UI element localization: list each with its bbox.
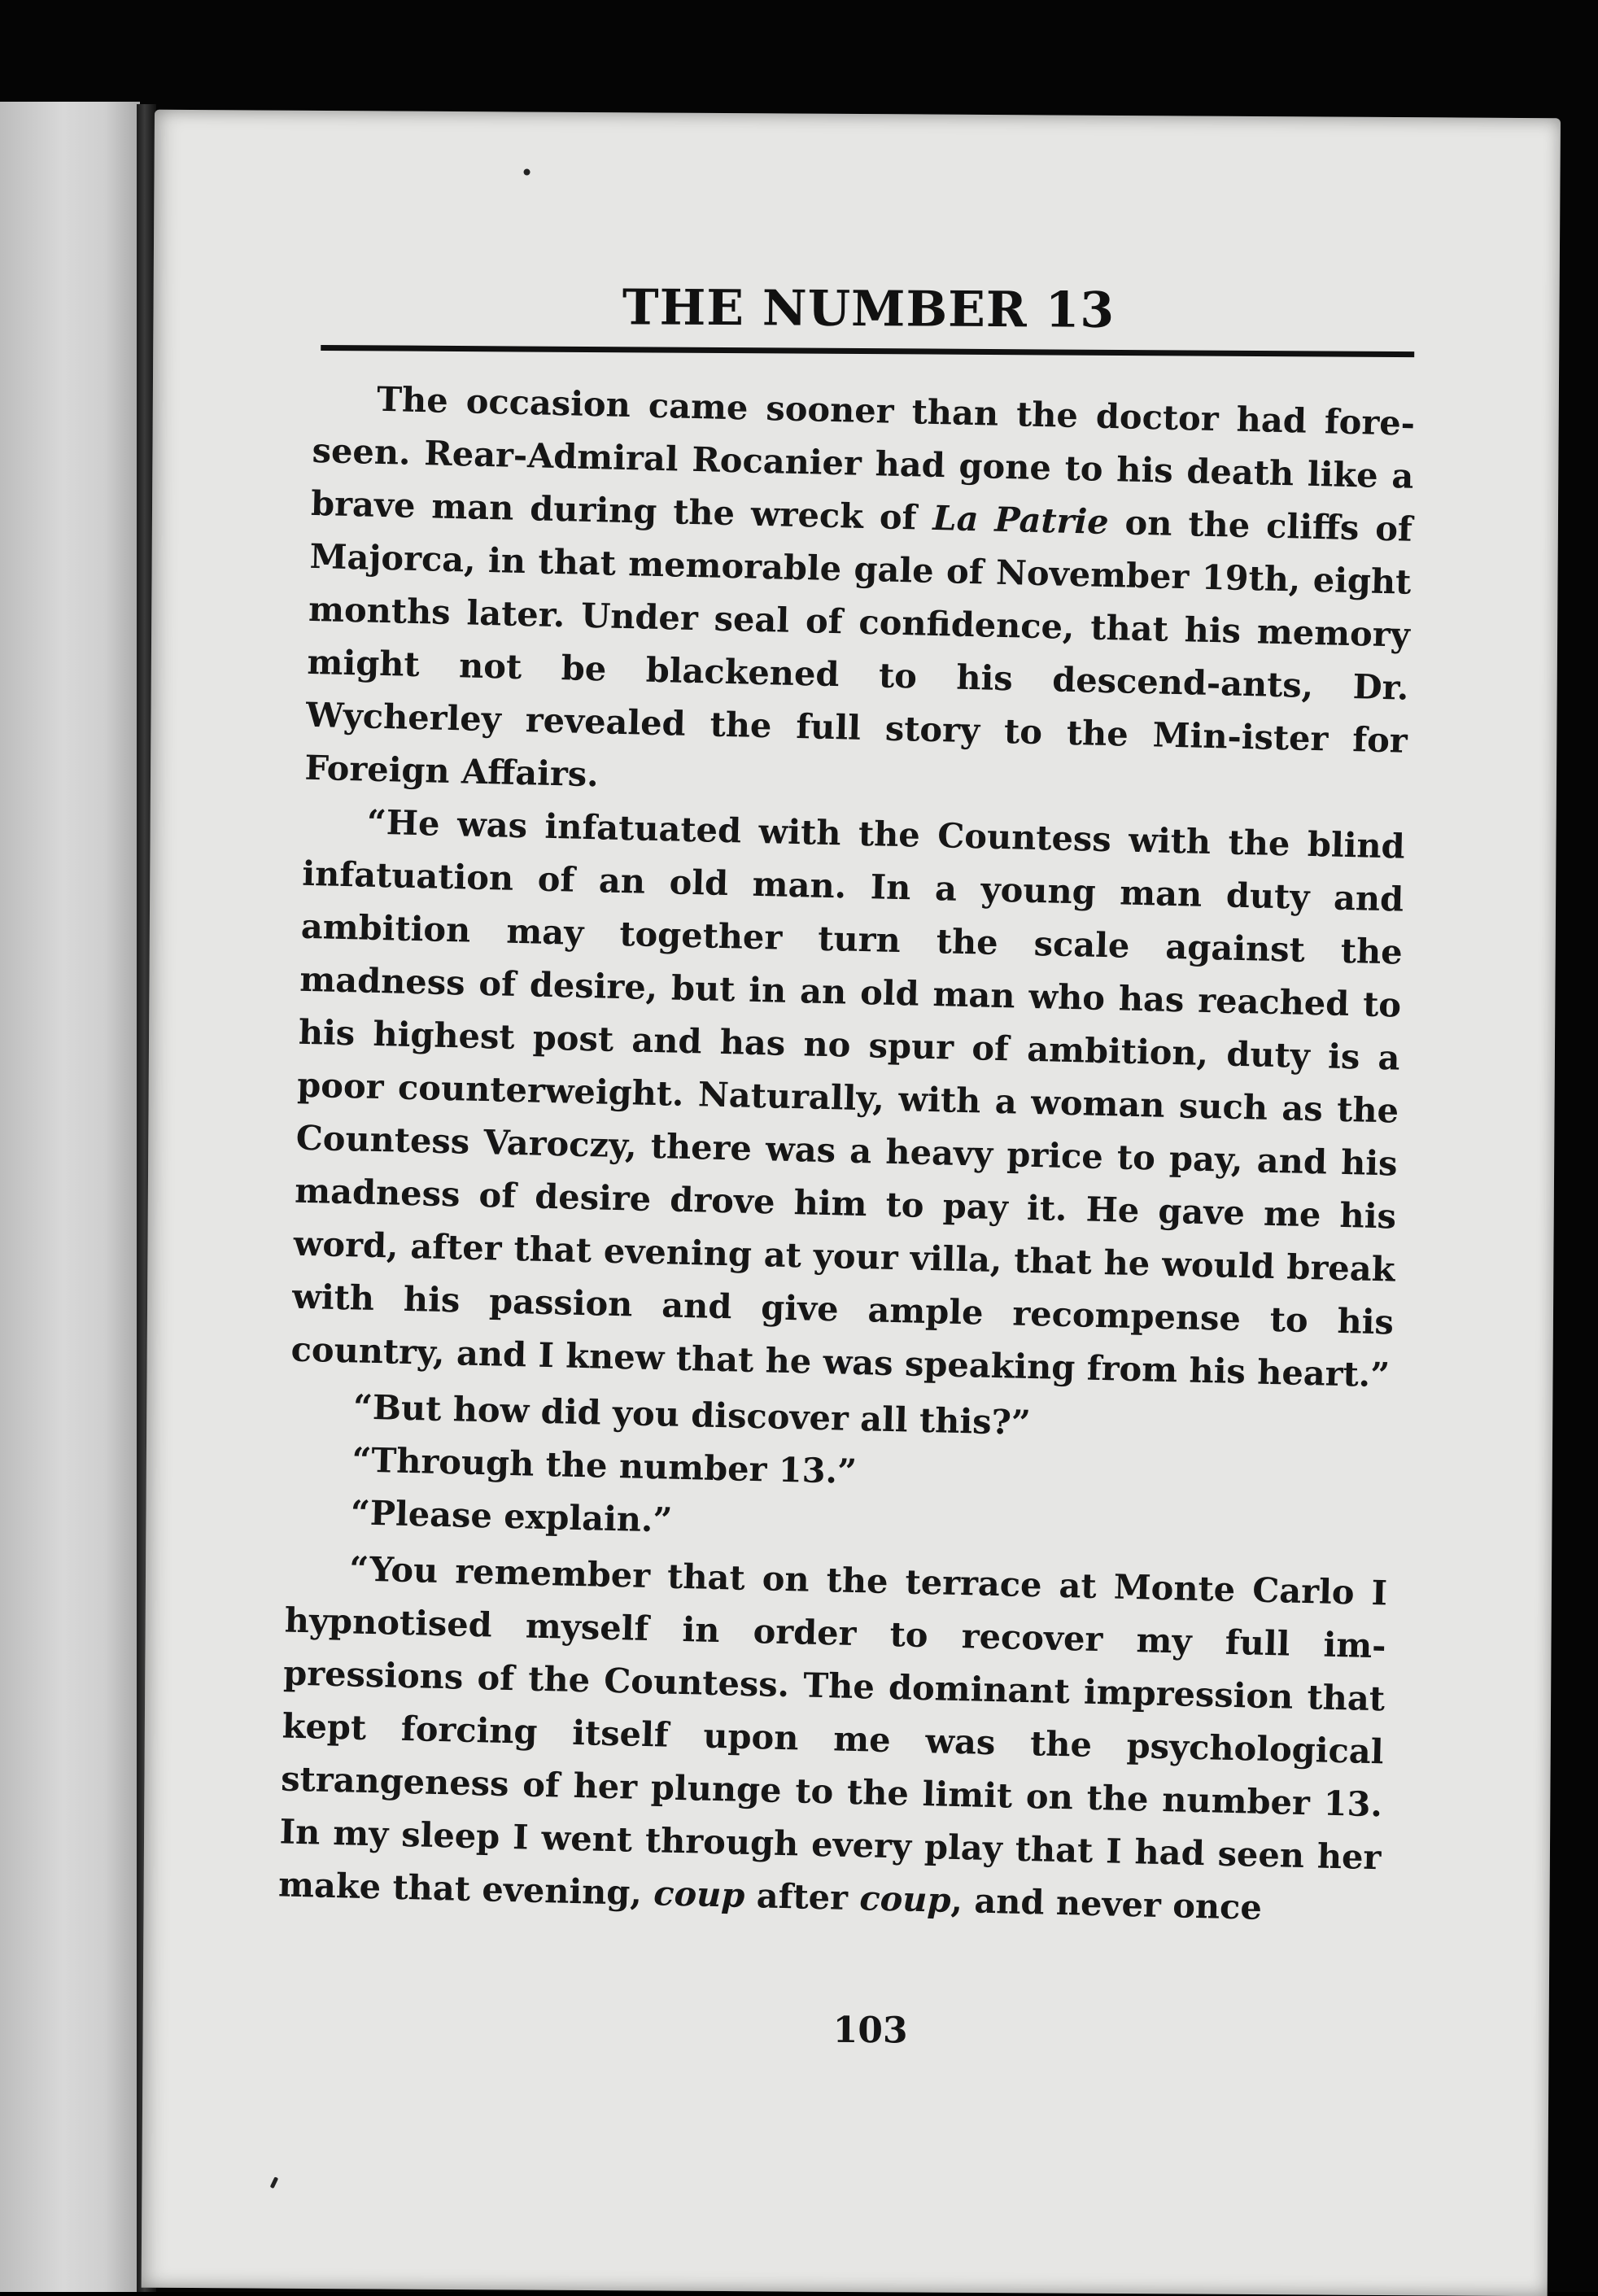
page-number: 103 xyxy=(832,2009,908,2052)
text-run: on the cliffs of Majorca, in that memorable gale of November 19th, eight months later. Under seal of confidence, that his memory might not be blackened to his descend-ants, Dr. Wycherley revealed the full story to the Min-ister for Foreign Affairs. xyxy=(303,501,1413,795)
text-run: “But how did you discover all this?” xyxy=(352,1386,1032,1443)
paragraph xyxy=(290,794,1405,1402)
text-run: The occasion came sooner than the doctor had fore-seen. Rear-Admiral Rocanier had gone to his death like a brave man during the wreck of xyxy=(310,378,1416,538)
text-run: “You remember that on the terrace at Monte Carlo I hypnotised myself in order to recover my full im-pressions of the Countess. The dominant impression that kept forcing itself upon me was the psychological strangeness of her plunge to the limit on the number 13. In my sleep I went through every play that I had seen her make that evening, xyxy=(277,1548,1388,1914)
italic-text: La Patrie xyxy=(932,497,1110,542)
ink-speck xyxy=(524,168,530,175)
text-run: , and never once xyxy=(950,1879,1263,1927)
text-run: “Please explain.” xyxy=(350,1492,673,1540)
facing-page-edge xyxy=(0,102,140,2292)
running-head: THE NUMBER 13 xyxy=(622,279,1116,339)
text-run: “He was infatuated with the Countess with the blind infatuation of an old man. In a young man duty and ambition may together turn the scale against the madness of desire, but in an old man who has reached to his highest post and has no spur of ambition, duty is a poor counterweight. Naturally, with a woman such as the Countess Varoczy, there was a heavy price to pay, and his madness of desire drove him to pay it. He gave me his word, after that evening at your villa, that he would break with his passion and give ample recompense to his country, and I knew that he was speaking from his heart.” xyxy=(290,801,1406,1395)
paragraph xyxy=(277,1541,1387,1937)
page-header xyxy=(153,277,1559,343)
italic-text: coup xyxy=(653,1873,745,1915)
header-rule xyxy=(321,345,1414,357)
text-run: after xyxy=(744,1875,861,1918)
text-run: “Through the number 13.” xyxy=(351,1439,858,1492)
italic-text: coup xyxy=(858,1878,952,1920)
ink-speck xyxy=(270,2176,279,2189)
paragraph xyxy=(304,371,1416,820)
body-text xyxy=(277,371,1415,1936)
book-page xyxy=(142,110,1561,2296)
